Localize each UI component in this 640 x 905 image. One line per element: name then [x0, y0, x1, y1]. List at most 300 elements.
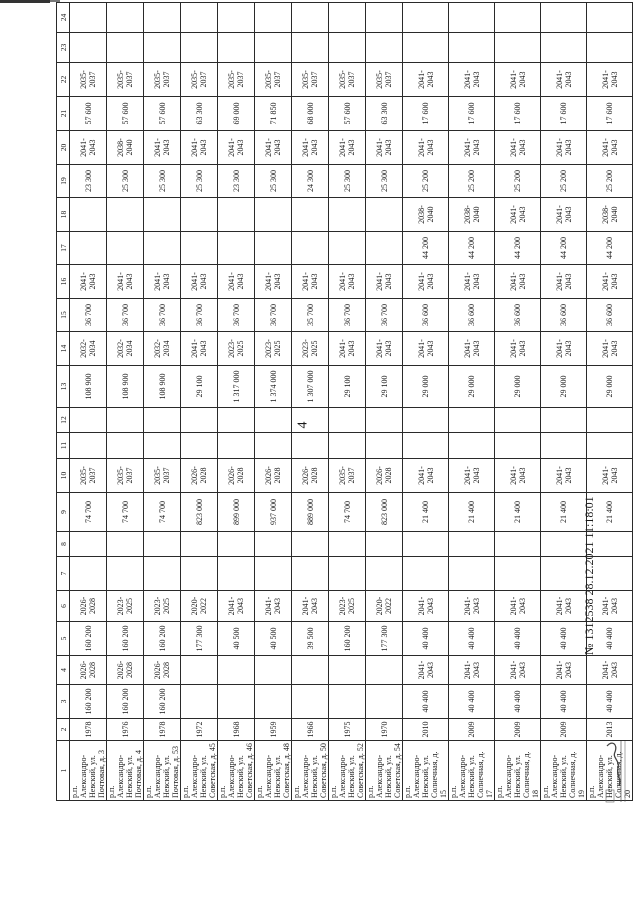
- table-cell: [181, 557, 218, 591]
- table-cell: [449, 433, 495, 459]
- table-cell: 29 100: [329, 366, 366, 408]
- table-cell: 36 600: [495, 299, 541, 332]
- table-cell: 2020-2022: [366, 591, 403, 622]
- table-cell: [403, 557, 449, 591]
- table-cell: 2041-2043: [541, 265, 587, 299]
- table-cell: [70, 232, 107, 265]
- table-cell: 57 600: [329, 97, 366, 131]
- table-cell: 2041-2043: [403, 131, 449, 165]
- table-cell: 2035-2037: [107, 63, 144, 97]
- table-cell: [144, 3, 181, 33]
- table-row: [495, 3, 541, 801]
- table-cell: 160 200: [70, 622, 107, 656]
- table-row: [70, 3, 107, 801]
- table-cell: 2041-2043: [292, 591, 329, 622]
- table-cell: 40 400: [449, 685, 495, 719]
- table-cell: [218, 656, 255, 685]
- table-cell: 44 200: [587, 232, 633, 265]
- table-cell: [181, 408, 218, 433]
- table-cell: 36 600: [449, 299, 495, 332]
- table-cell: [218, 3, 255, 33]
- column-number-cell: 19: [57, 165, 70, 198]
- table-cell: [70, 408, 107, 433]
- table-cell: [292, 232, 329, 265]
- column-number-cell: 5: [57, 622, 70, 656]
- table-cell: 1 307 000: [292, 366, 329, 408]
- table-cell: 36 700: [107, 299, 144, 332]
- table-cell: 23 300: [218, 165, 255, 198]
- table-cell: [366, 232, 403, 265]
- table-cell: [495, 33, 541, 63]
- table-cell: 44 200: [449, 232, 495, 265]
- table-cell: 2023-2025: [329, 591, 366, 622]
- table-cell: [292, 33, 329, 63]
- table-row: [181, 3, 218, 801]
- table-cell: 2041-2043: [403, 63, 449, 97]
- table-cell: [255, 198, 292, 232]
- table-cell: 2035-2037: [70, 63, 107, 97]
- table-cell: [292, 685, 329, 719]
- table-cell: [181, 532, 218, 557]
- table-cell: 25 300: [366, 165, 403, 198]
- table-cell: [181, 685, 218, 719]
- table-cell: [366, 433, 403, 459]
- table-cell: [403, 532, 449, 557]
- column-number-cell: 18: [57, 198, 70, 232]
- table-cell: 69 000: [218, 97, 255, 131]
- approval-stamp-mark: [604, 736, 628, 806]
- table-cell: 2041-2043: [449, 459, 495, 493]
- table-cell: 2035-2037: [218, 63, 255, 97]
- table-header-row: [57, 3, 70, 801]
- table-cell: [292, 656, 329, 685]
- table-cell: 2041-2043: [495, 265, 541, 299]
- column-number-cell: 24: [57, 3, 70, 33]
- table-cell: 2020-2022: [181, 591, 218, 622]
- table-cell: 2041-2043: [587, 591, 633, 622]
- table-cell: [541, 557, 587, 591]
- table-cell: 2035-2037: [255, 63, 292, 97]
- table-cell: 2041-2043: [181, 265, 218, 299]
- table-cell: [587, 33, 633, 63]
- table-cell: 57 600: [144, 97, 181, 131]
- table-cell: 36 700: [70, 299, 107, 332]
- table-cell: 25 200: [449, 165, 495, 198]
- table-cell: [366, 3, 403, 33]
- table-cell: 2009: [541, 719, 587, 741]
- table-cell: 2026-2028: [292, 459, 329, 493]
- table-cell: [541, 433, 587, 459]
- table-cell: [449, 408, 495, 433]
- table-cell: 2038-2040: [587, 198, 633, 232]
- table-cell: 29 100: [181, 366, 218, 408]
- table-cell: 1978: [144, 719, 181, 741]
- table-cell: [366, 557, 403, 591]
- table-cell: [449, 3, 495, 33]
- column-number-cell: 3: [57, 685, 70, 719]
- table-cell: [70, 33, 107, 63]
- document-registration-stamp: № 1312538 28.12.2021 11:18:01: [582, 496, 596, 655]
- table-cell: [218, 685, 255, 719]
- table-cell: [107, 408, 144, 433]
- table-cell: [218, 532, 255, 557]
- table-cell: 160 200: [107, 622, 144, 656]
- table-cell: [181, 198, 218, 232]
- table-cell: 74 700: [329, 493, 366, 532]
- table-cell: 2041-2043: [449, 265, 495, 299]
- table-row: [366, 3, 403, 801]
- address-cell: р.п. Александро-Невский, ул. Солнечная, д. 19: [541, 741, 587, 801]
- table-cell: 29 000: [541, 366, 587, 408]
- table-cell: 2041-2043: [366, 265, 403, 299]
- table-cell: [587, 408, 633, 433]
- column-number-cell: 7: [57, 557, 70, 591]
- table-cell: 40 500: [255, 622, 292, 656]
- table-cell: 36 700: [181, 299, 218, 332]
- table-cell: [541, 532, 587, 557]
- table-cell: 2041-2043: [403, 265, 449, 299]
- column-number-cell: 20: [57, 131, 70, 165]
- table-row: [218, 3, 255, 801]
- table-cell: 2026-2028: [255, 459, 292, 493]
- table-cell: 17 600: [403, 97, 449, 131]
- table-cell: [181, 33, 218, 63]
- table-cell: 2013: [587, 719, 633, 741]
- page-number: 4: [295, 421, 311, 429]
- table-cell: [403, 3, 449, 33]
- table-cell: 25 200: [495, 165, 541, 198]
- table-cell: 25 300: [144, 165, 181, 198]
- table-cell: 36 600: [587, 299, 633, 332]
- table-cell: [181, 433, 218, 459]
- table-cell: 2023-2025: [218, 332, 255, 366]
- table-cell: 39 500: [292, 622, 329, 656]
- table-cell: 44 200: [541, 232, 587, 265]
- table-cell: 68 000: [292, 97, 329, 131]
- table-cell: [255, 557, 292, 591]
- column-number-cell: 2: [57, 719, 70, 741]
- table-cell: [329, 433, 366, 459]
- table-cell: [107, 532, 144, 557]
- table-cell: 2035-2037: [107, 459, 144, 493]
- table-cell: 36 700: [255, 299, 292, 332]
- column-number-cell: 1: [57, 741, 70, 801]
- column-number-cell: 22: [57, 63, 70, 97]
- table-cell: 2041-2043: [587, 265, 633, 299]
- column-number-cell: 17: [57, 232, 70, 265]
- table-cell: 108 900: [144, 366, 181, 408]
- table-cell: 2026-2028: [70, 591, 107, 622]
- table-cell: 2026-2028: [366, 459, 403, 493]
- table-cell: 2041-2043: [541, 198, 587, 232]
- table-cell: [292, 433, 329, 459]
- address-cell: р.п. Александро-Невский, ул. Советская, д. 52: [329, 741, 366, 801]
- table-cell: 2035-2037: [329, 63, 366, 97]
- column-number-cell: 16: [57, 265, 70, 299]
- table-cell: 2035-2037: [366, 63, 403, 97]
- table-cell: [366, 656, 403, 685]
- table-cell: 2041-2043: [144, 265, 181, 299]
- table-cell: 160 200: [144, 622, 181, 656]
- table-row: [587, 3, 633, 801]
- table-cell: 2041-2043: [292, 131, 329, 165]
- table-cell: 40 400: [495, 685, 541, 719]
- column-number-cell: 6: [57, 591, 70, 622]
- column-number-cell: 12: [57, 408, 70, 433]
- column-number-cell: 4: [57, 656, 70, 685]
- address-cell: р.п. Александро-Невский, ул. Солнечная, д. 20: [587, 741, 633, 801]
- table-cell: [255, 433, 292, 459]
- table-cell: [144, 33, 181, 63]
- table-cell: [107, 198, 144, 232]
- address-cell: р.п. Александро-Невский, ул. Солнечная, д. 17: [449, 741, 495, 801]
- table-cell: 2032-2034: [144, 332, 181, 366]
- table-cell: 25 300: [107, 165, 144, 198]
- table-cell: 160 200: [107, 685, 144, 719]
- table-cell: 63 300: [181, 97, 218, 131]
- table-cell: 71 850: [255, 97, 292, 131]
- table-cell: [144, 557, 181, 591]
- table-cell: 2041-2043: [541, 591, 587, 622]
- table-cell: [144, 408, 181, 433]
- table-cell: 74 700: [107, 493, 144, 532]
- table-cell: [70, 557, 107, 591]
- table-cell: [218, 232, 255, 265]
- table-cell: [495, 433, 541, 459]
- table-cell: 21 400: [495, 493, 541, 532]
- table-cell: [181, 656, 218, 685]
- table-cell: 40 400: [541, 685, 587, 719]
- table-cell: 2041-2043: [255, 265, 292, 299]
- table-cell: [329, 532, 366, 557]
- table-cell: 2023-2025: [107, 591, 144, 622]
- table-cell: 2035-2037: [70, 459, 107, 493]
- table-cell: [255, 408, 292, 433]
- table-cell: [218, 433, 255, 459]
- table-cell: 44 200: [403, 232, 449, 265]
- table-cell: [403, 433, 449, 459]
- column-number-cell: 8: [57, 532, 70, 557]
- table-cell: 57 600: [70, 97, 107, 131]
- table-cell: 29 000: [495, 366, 541, 408]
- table-cell: [292, 532, 329, 557]
- table-cell: [329, 685, 366, 719]
- table-cell: 1959: [255, 719, 292, 741]
- table-cell: 889 000: [292, 493, 329, 532]
- table-cell: [292, 408, 329, 433]
- table-cell: [107, 33, 144, 63]
- table-cell: 44 200: [495, 232, 541, 265]
- table-cell: [587, 3, 633, 33]
- table-cell: 2026-2028: [144, 656, 181, 685]
- table-cell: [329, 656, 366, 685]
- table-cell: 21 400: [403, 493, 449, 532]
- table-cell: 36 600: [541, 299, 587, 332]
- table-cell: [255, 232, 292, 265]
- table-cell: [218, 557, 255, 591]
- address-cell: р.п. Александро-Невский, ул. Почтовая, д. 53: [144, 741, 181, 801]
- table-cell: [218, 198, 255, 232]
- table-cell: 2041-2043: [541, 459, 587, 493]
- table-cell: [292, 3, 329, 33]
- table-cell: 21 400: [587, 493, 633, 532]
- table-cell: [181, 3, 218, 33]
- table-cell: 899 000: [218, 493, 255, 532]
- table-cell: 2041-2043: [449, 591, 495, 622]
- table-cell: 1970: [366, 719, 403, 741]
- table-cell: 160 200: [144, 685, 181, 719]
- table-cell: [366, 408, 403, 433]
- table-cell: 108 900: [107, 366, 144, 408]
- table-cell: 2026-2028: [181, 459, 218, 493]
- repair-schedule-table: [56, 2, 633, 801]
- table-cell: [329, 198, 366, 232]
- table-cell: [255, 3, 292, 33]
- table-cell: [181, 232, 218, 265]
- table-cell: 823 000: [181, 493, 218, 532]
- table-cell: [329, 557, 366, 591]
- table-cell: 2032-2034: [107, 332, 144, 366]
- table-cell: 57 600: [107, 97, 144, 131]
- table-cell: [107, 557, 144, 591]
- table-cell: 2041-2043: [449, 63, 495, 97]
- table-cell: 36 600: [403, 299, 449, 332]
- table-cell: 29 000: [587, 366, 633, 408]
- table-cell: 2026-2028: [107, 656, 144, 685]
- table-cell: 2038-2040: [403, 198, 449, 232]
- table-cell: 2041-2043: [366, 131, 403, 165]
- scan-edge-mark: [0, 0, 50, 3]
- table-cell: 177 300: [366, 622, 403, 656]
- rotated-table-frame: [56, 13, 632, 801]
- table-cell: 2041-2043: [329, 332, 366, 366]
- table-cell: 36 700: [329, 299, 366, 332]
- table-cell: 2041-2043: [218, 591, 255, 622]
- address-cell: р.п. Александро-Невский, ул. Советская, д. 48: [255, 741, 292, 801]
- table-cell: 2041-2043: [218, 265, 255, 299]
- table-cell: 2041-2043: [329, 131, 366, 165]
- table-cell: [495, 3, 541, 33]
- table-cell: 24 300: [292, 165, 329, 198]
- table-cell: 40 400: [403, 685, 449, 719]
- table-row: [292, 3, 329, 801]
- table-cell: 1968: [218, 719, 255, 741]
- table-cell: 2041-2043: [495, 198, 541, 232]
- table-cell: 2032-2034: [70, 332, 107, 366]
- table-cell: 21 400: [541, 493, 587, 532]
- table-cell: 40 400: [587, 685, 633, 719]
- table-cell: [255, 532, 292, 557]
- table-cell: [107, 433, 144, 459]
- table-row: [255, 3, 292, 801]
- table-cell: [70, 532, 107, 557]
- table-cell: 2041-2043: [70, 131, 107, 165]
- table-cell: 1978: [70, 719, 107, 741]
- table-cell: 2041-2043: [329, 265, 366, 299]
- table-cell: [70, 433, 107, 459]
- table-cell: 17 600: [495, 97, 541, 131]
- table-cell: [366, 33, 403, 63]
- table-cell: 2041-2043: [495, 63, 541, 97]
- table-cell: [329, 232, 366, 265]
- table-cell: 2041-2043: [495, 656, 541, 685]
- table-cell: 25 300: [181, 165, 218, 198]
- table-cell: 25 200: [587, 165, 633, 198]
- address-cell: р.п. Александро-Невский, ул. Солнечная, д. 18: [495, 741, 541, 801]
- table-row: [144, 3, 181, 801]
- table-cell: 2041-2043: [587, 131, 633, 165]
- table-cell: [366, 532, 403, 557]
- table-cell: 2041-2043: [255, 131, 292, 165]
- table-cell: [495, 557, 541, 591]
- table-cell: 2023-2025: [255, 332, 292, 366]
- table-cell: 2026-2028: [218, 459, 255, 493]
- table-cell: 2009: [495, 719, 541, 741]
- table-cell: 2009: [449, 719, 495, 741]
- table-cell: 36 700: [366, 299, 403, 332]
- table-cell: [495, 408, 541, 433]
- table-cell: 2023-2025: [292, 332, 329, 366]
- table-cell: 160 200: [70, 685, 107, 719]
- table-cell: 2041-2043: [292, 265, 329, 299]
- table-cell: 2041-2043: [495, 591, 541, 622]
- table-cell: 823 000: [366, 493, 403, 532]
- table-cell: 1972: [181, 719, 218, 741]
- table-cell: [495, 532, 541, 557]
- table-cell: 35 700: [292, 299, 329, 332]
- table-cell: [255, 33, 292, 63]
- table-cell: 2041-2043: [366, 332, 403, 366]
- column-number-cell: 13: [57, 366, 70, 408]
- table-cell: [107, 232, 144, 265]
- table-row: [449, 3, 495, 801]
- table-cell: 2041-2043: [403, 591, 449, 622]
- table-cell: [366, 685, 403, 719]
- table-cell: 17 600: [541, 97, 587, 131]
- table-row: [403, 3, 449, 801]
- table-cell: [403, 408, 449, 433]
- table-cell: [329, 408, 366, 433]
- table-cell: 2041-2043: [403, 332, 449, 366]
- table-cell: [329, 33, 366, 63]
- table-cell: 2038-2040: [107, 131, 144, 165]
- table-cell: 29 000: [403, 366, 449, 408]
- address-cell: р.п. Александро-Невский, ул. Советская, д. 50: [292, 741, 329, 801]
- table-cell: 2041-2043: [495, 332, 541, 366]
- table-cell: 2041-2043: [541, 131, 587, 165]
- table-cell: [144, 532, 181, 557]
- table-cell: 2041-2043: [181, 131, 218, 165]
- table-cell: 2035-2037: [144, 63, 181, 97]
- table-cell: 2041-2043: [70, 265, 107, 299]
- table-cell: 29 100: [366, 366, 403, 408]
- table-cell: 23 300: [70, 165, 107, 198]
- table-cell: 63 300: [366, 97, 403, 131]
- table-cell: 937 000: [255, 493, 292, 532]
- table-cell: 40 400: [587, 622, 633, 656]
- column-number-cell: 9: [57, 493, 70, 532]
- table-cell: 1 317 000: [218, 366, 255, 408]
- table-cell: 74 700: [144, 493, 181, 532]
- table-cell: 2035-2037: [292, 63, 329, 97]
- table-cell: 177 300: [181, 622, 218, 656]
- table-cell: 2041-2043: [587, 459, 633, 493]
- table-cell: 2035-2037: [329, 459, 366, 493]
- table-cell: 2041-2043: [541, 63, 587, 97]
- table-cell: 160 200: [329, 622, 366, 656]
- table-cell: [70, 3, 107, 33]
- table-row: [107, 3, 144, 801]
